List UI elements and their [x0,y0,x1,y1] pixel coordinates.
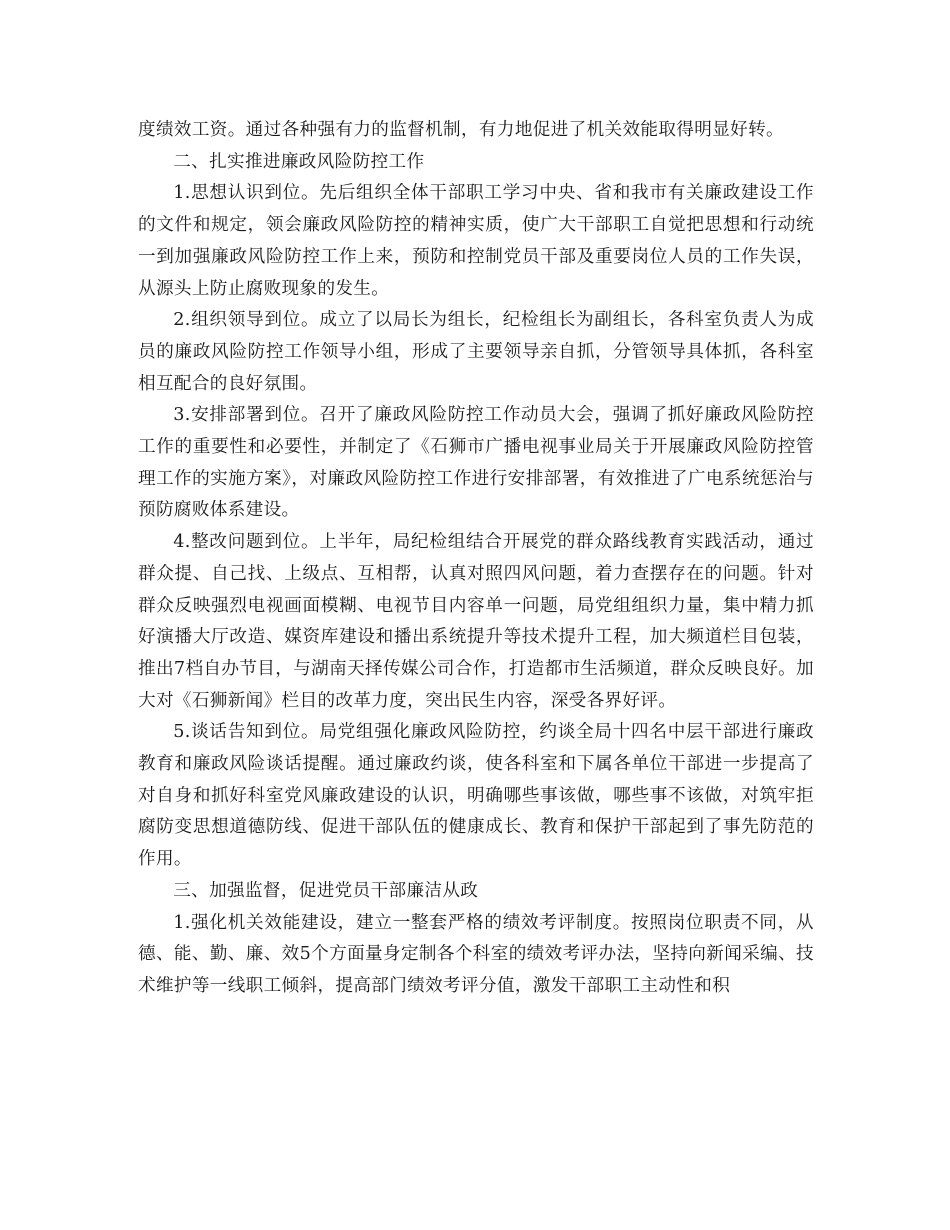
paragraph-2-5: 5.谈话告知到位。局党组强化廉政风险防控，约谈全局十四名中层干部进行廉政教育和廉政风险谈话提醒。通过廉政约谈，使各科室和下属各单位干部进一步提高了对自身和抓好科室党风廉政建设的认识，明确哪些事该做，哪些事不该做，对筑牢拒腐防变思想道德防线、促进干部队伍的健康成长、教育和保护干部起到了事先防范的作用。 [138,722,814,870]
paragraph-2-2: 2.组织领导到位。成立了以局长为组长，纪检组长为副组长，各科室负责人为成员的廉政风险防控工作领导小组，形成了主要领导亲自抓，分管领导具体抓，各科室相互配合的良好氛围。 [138,310,814,394]
paragraph-2-4: 4.整改问题到位。上半年，局纪检组结合开展党的群众路线教育实践活动，通过群众提、自己找、上级点、互相帮，认真对照四风问题，着力查摆存在的问题。针对群众反映强烈电视画面模糊、电视节目内容单一问题，局党组组织力量，集中精力抓好演播大厅改造、媒资库建设和播出系统提升等技术提升工程，加大频道栏目包装，推出7档自办节目，与湖南天择传媒公司合作，打造都市生活频道，群众反映良好。加大对《石狮新闻》栏目的改革力度，突出民生内容，深受各界好评。 [138,532,814,711]
paragraph-2-1: 1.思想认识到位。先后组织全体干部职工学习中央、省和我市有关廉政建设工作的文件和规定，领会廉政风险防控的精神实质，使广大干部职工自觉把思想和行动统一到加强廉政风险防控工作上来，预防和控制党员干部及重要岗位人员的工作失误，从源头上防止腐败现象的发生。 [138,183,814,299]
paragraph-3-1: 1.强化机关效能建设，建立一整套严格的绩效考评制度。按照岗位职责不同，从德、能、勤、廉、效5个方面量身定制各个科室的绩效考评办法，坚持向新闻采编、技术维护等一线职工倾斜，提高部门绩效考评分值，激发干部职工主动性和积 [138,912,814,996]
section-heading-2: 二、扎实推进廉政风险防控工作 [173,151,425,172]
document-body [138,115,814,1003]
section-heading-3: 三、加强监督，促进党员干部廉洁从政 [173,880,479,901]
paragraph-2-3: 3.安排部署到位。召开了廉政风险防控工作动员大会，强调了抓好廉政风险防控工作的重要性和必要性，并制定了《石狮市广播电视事业局关于开展廉政风险防控管理工作的实施方案》，对廉政风险防控工作进行安排部署，有效推进了广电系统惩治与预防腐败体系建设。 [138,405,814,521]
paragraph-continuation: 度绩效工资。通过各种强有力的监督机制，有力地促进了机关效能取得明显好转。 [138,120,784,140]
